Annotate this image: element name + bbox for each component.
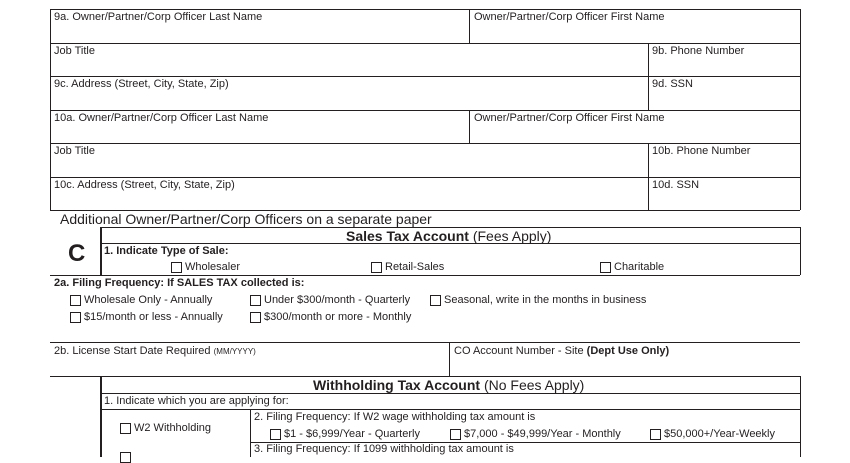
sales-tax-title: Sales Tax Account (Fees Apply) — [346, 228, 552, 244]
checkbox-under-300-quarterly[interactable]: Under $300/month - Quarterly — [250, 294, 410, 307]
owner10-job-title-field[interactable] — [54, 159, 648, 177]
owner10-last-name-field[interactable] — [54, 125, 468, 143]
checkbox-wholesale-only-annually[interactable]: Wholesale Only - Annually — [70, 294, 212, 307]
filing-frequency-label: 2a. Filing Frequency: If SALES TAX collected is: — [54, 277, 305, 289]
checkbox-charitable[interactable]: Charitable — [600, 261, 664, 274]
owner9-address-field[interactable] — [54, 92, 648, 110]
owner10-first-name-label: Owner/Partner/Corp Officer First Name — [474, 112, 665, 124]
checkbox-15-or-less-annually[interactable]: $15/month or less - Annually — [70, 311, 223, 324]
checkbox-box[interactable] — [450, 429, 461, 440]
owner10-phone-field[interactable] — [652, 159, 800, 177]
checkbox-wholesaler[interactable]: Wholesaler — [171, 261, 240, 274]
owner9-phone-field[interactable] — [652, 58, 800, 76]
owner10-ssn-label: 10d. SSN — [652, 179, 700, 191]
checkbox-box[interactable] — [171, 262, 182, 273]
section-c-letter: C — [68, 240, 86, 267]
license-start-label: 2b. License Start Date Required (MM/YYYY) — [54, 345, 256, 357]
checkbox-seasonal[interactable]: Seasonal, write in the months in business — [430, 294, 646, 307]
co-account-field[interactable] — [454, 359, 800, 376]
checkbox-300-or-more-monthly[interactable]: $300/month or more - Monthly — [250, 311, 411, 324]
checkbox-1099-withholding[interactable] — [120, 452, 134, 463]
checkbox-box[interactable] — [650, 429, 661, 440]
checkbox-w2-weekly[interactable]: $50,000+/Year-Weekly — [650, 428, 775, 441]
form1099-frequency-label: 3. Filing Frequency: If 1099 withholding tax amount is — [254, 443, 514, 455]
checkbox-box[interactable] — [250, 295, 261, 306]
owner9-job-title-label: Job Title — [54, 45, 95, 57]
owner9-last-name-label: 9a. Owner/Partner/Corp Officer Last Name — [54, 11, 263, 23]
owner10-address-label: 10c. Address (Street, City, State, Zip) — [54, 179, 235, 191]
owner10-first-name-field[interactable] — [474, 125, 800, 143]
co-account-label: CO Account Number - Site (Dept Use Only) — [454, 345, 670, 357]
owner9-last-name-field[interactable] — [54, 25, 468, 43]
license-start-field[interactable] — [54, 359, 448, 376]
additional-officers-note: Additional Owner/Partner/Corp Officers on a separate paper — [60, 211, 432, 227]
owner9-phone-label: 9b. Phone Number — [652, 45, 745, 57]
owner9-ssn-field[interactable] — [652, 92, 800, 110]
owner9-ssn-label: 9d. SSN — [652, 78, 693, 90]
owner9-address-label: 9c. Address (Street, City, State, Zip) — [54, 78, 229, 90]
checkbox-box[interactable] — [250, 312, 261, 323]
checkbox-box[interactable] — [70, 312, 81, 323]
checkbox-w2-withholding[interactable]: W2 Withholding — [120, 422, 211, 435]
w2-frequency-label: 2. Filing Frequency: If W2 wage withholding tax amount is — [254, 411, 536, 423]
withholding-title: Withholding Tax Account (No Fees Apply) — [313, 377, 585, 393]
owner10-job-title-label: Job Title — [54, 145, 95, 157]
checkbox-box[interactable] — [120, 452, 131, 463]
owner10-phone-label: 10b. Phone Number — [652, 145, 751, 157]
owner10-address-field[interactable] — [54, 192, 648, 210]
owner9-job-title-field[interactable] — [54, 58, 648, 76]
checkbox-retail-sales[interactable]: Retail-Sales — [371, 261, 444, 274]
checkbox-box[interactable] — [120, 423, 131, 434]
checkbox-box[interactable] — [270, 429, 281, 440]
owner9-first-name-label: Owner/Partner/Corp Officer First Name — [474, 11, 665, 23]
owner9-first-name-field[interactable] — [474, 25, 800, 43]
owner10-ssn-field[interactable] — [652, 192, 800, 210]
checkbox-box[interactable] — [600, 262, 611, 273]
owner10-last-name-label: 10a. Owner/Partner/Corp Officer Last Name — [54, 112, 269, 124]
applying-for-label: 1. Indicate which you are applying for: — [104, 395, 289, 407]
checkbox-w2-quarterly[interactable]: $1 - $6,999/Year - Quarterly — [270, 428, 420, 441]
checkbox-box[interactable] — [430, 295, 441, 306]
checkbox-box[interactable] — [70, 295, 81, 306]
type-of-sale-label: 1. Indicate Type of Sale: — [104, 245, 229, 257]
checkbox-box[interactable] — [371, 262, 382, 273]
checkbox-w2-monthly[interactable]: $7,000 - $49,999/Year - Monthly — [450, 428, 621, 441]
